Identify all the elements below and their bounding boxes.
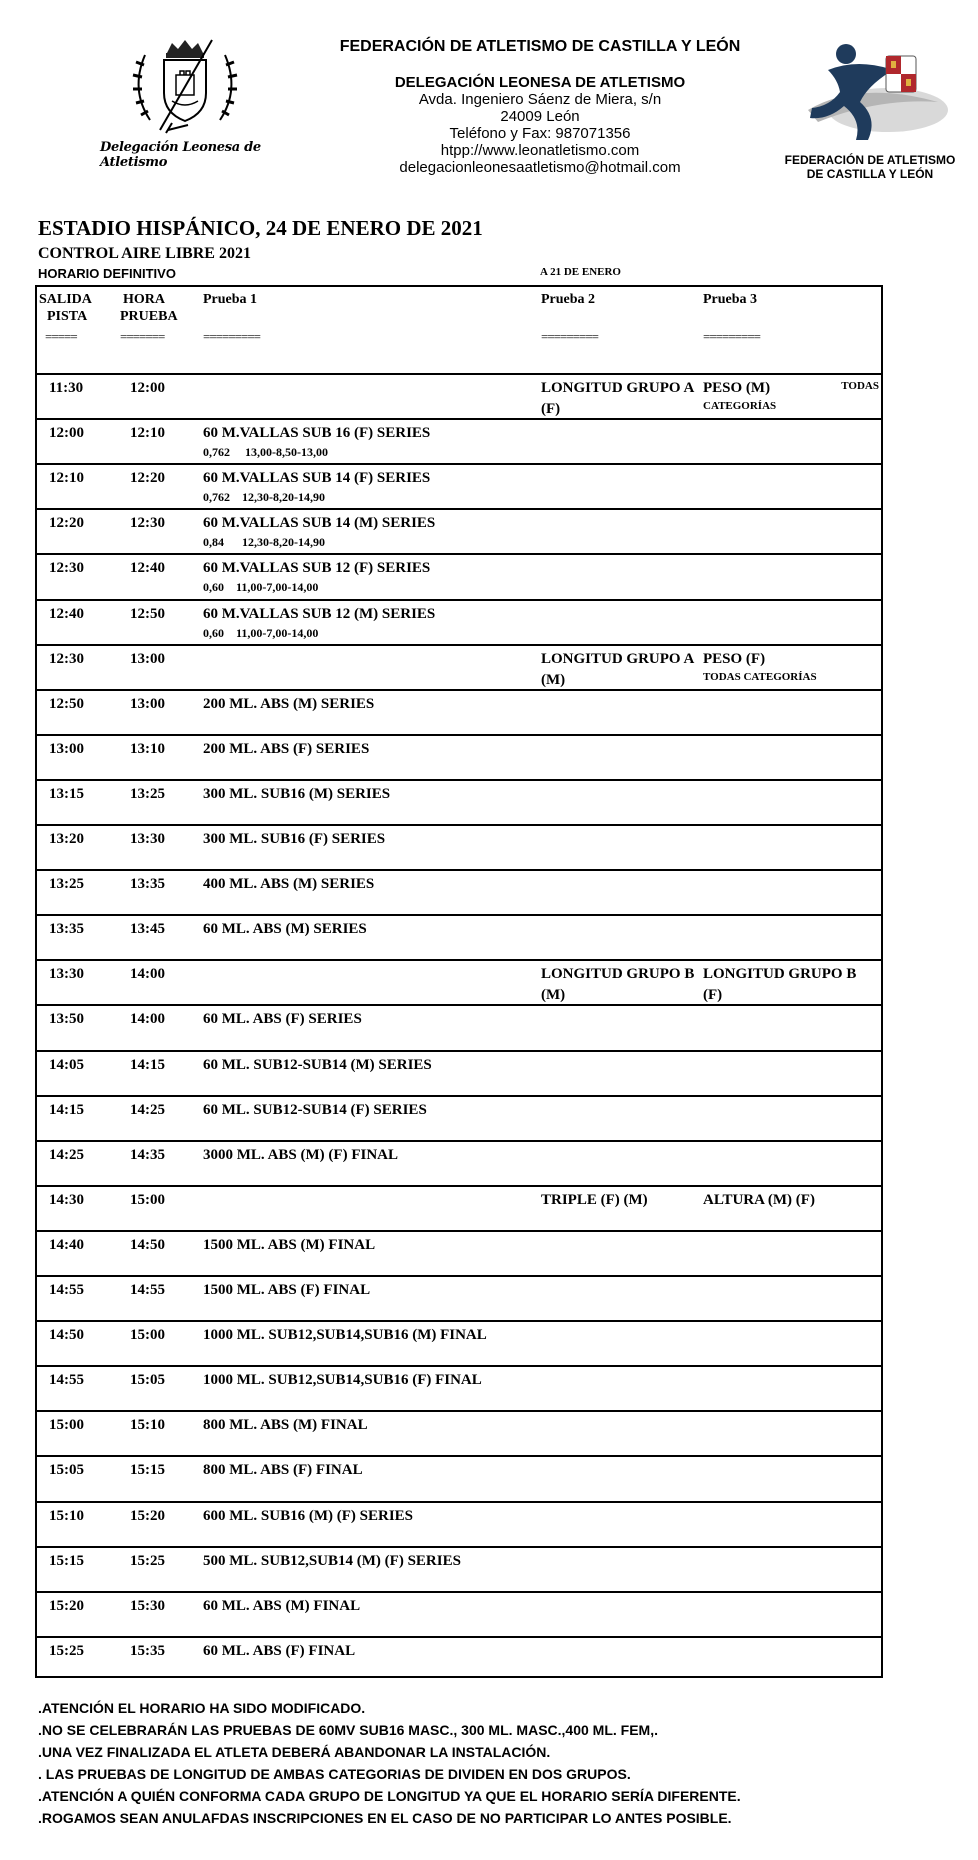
table-row [37,1050,881,1095]
col-header-salida-2: PISTA [47,309,88,324]
prueba1-name: 60 M.VALLAS SUB 12 (F) SERIES [203,560,431,577]
delegation-coat-of-arms-logo [120,35,250,135]
salida-time: 15:25 [49,1642,84,1659]
prueba3-cell [703,649,878,684]
col-header-hora-2: PRUEBA [120,309,178,324]
prueba1-cell [203,964,533,965]
salida-time: 14:05 [49,1056,84,1073]
table-row [37,1275,881,1320]
header-rule: ========= [541,329,598,344]
hora-time: 13:25 [130,785,165,802]
prueba1-name: 200 ML. ABS (F) SERIES [203,740,370,757]
note-line: . LAS PRUEBAS DE LONGITUD DE AMBAS CATEGORIAS DE DIVIDEN EN DOS GRUPOS. [38,1766,631,1782]
address-line: Avda. Ingeniero Sáenz de Miera, s/n [418,91,662,108]
prueba1-name: 300 ML. SUB16 (M) SERIES [203,785,391,802]
table-row [37,1004,881,1049]
prueba1-cell [203,513,533,549]
prueba1-name: 60 M.VALLAS SUB 12 (M) SERIES [203,605,436,622]
federation-logo-caption-line2: DE CASTILLA Y LEÓN [806,167,934,181]
prueba1-name: 1500 ML. ABS (F) FINAL [203,1282,371,1298]
federation-logo-caption-line1: FEDERACIÓN DE ATLETISMO [784,153,956,167]
prueba1-cell [203,1460,533,1482]
prueba3-name: PESO (F) [703,650,766,667]
prueba1-name: 1000 ML. SUB12,SUB14,SUB16 (F) FINAL [203,1372,482,1389]
hora-time: 15:35 [130,1642,165,1659]
table-row [37,1230,881,1275]
prueba1-name: 60 ML. ABS (F) FINAL [203,1642,356,1659]
table-row [37,1501,881,1546]
salida-time: 15:10 [49,1507,84,1524]
table-row [37,689,881,734]
salida-time: 13:25 [49,876,84,893]
prueba1-name: 3000 ML. ABS (M) (F) FINAL [203,1146,398,1163]
prueba1-name: 400 ML. ABS (M) SERIES [203,876,375,893]
prueba1-cell [203,423,533,459]
hora-time: 12:30 [130,515,165,532]
table-row [37,1410,881,1455]
salida-time: 15:15 [49,1552,84,1569]
table-row [37,418,881,463]
salida-time: 13:20 [49,831,84,847]
prueba1-cell [203,919,533,941]
prueba1-cell [203,1145,533,1167]
prueba1-detail: 0,762 13,00-8,50-13,00 [203,445,328,460]
salida-time: 12:30 [49,650,84,667]
salida-time: 13:35 [49,921,84,938]
prueba1-name: 60 ML. ABS (F) SERIES [203,1011,362,1028]
table-row [37,1185,881,1230]
prueba1-name: 60 M.VALLAS SUB 14 (M) SERIES [203,515,436,532]
hora-time: 12:20 [130,470,165,487]
prueba3-extra: TODAS [841,380,879,392]
prueba1-cell [203,1415,533,1437]
salida-time: 13:30 [49,966,84,983]
prueba1-cell [203,784,533,806]
prueba1-cell [203,1641,533,1663]
delegation-name: DELEGACIÓN LEONESA DE ATLETISMO [394,74,686,91]
table-row [37,734,881,779]
prueba1-cell [203,604,533,640]
hora-time: 13:00 [130,650,165,667]
salida-time: 13:50 [49,1011,84,1028]
notes-section [38,1697,741,1829]
hora-time: 15:30 [130,1597,165,1614]
table-row [37,508,881,553]
salida-time: 12:30 [49,560,84,577]
hora-time: 14:35 [130,1146,165,1163]
website-link[interactable]: htpp://www.leonatletismo.com [440,142,640,159]
prueba1-name: 200 ML. ABS (M) SERIES [203,695,375,712]
table-row [37,373,881,418]
hora-time: 13:30 [130,831,165,847]
hora-time: 15:15 [130,1462,165,1479]
hora-time: 15:25 [130,1552,165,1569]
table-row [37,869,881,914]
prueba1-name: 60 ML. ABS (M) FINAL [203,1597,361,1614]
prueba1-cell [203,1506,533,1528]
salida-time: 14:40 [49,1236,84,1253]
note-line: .ATENCIÓN A QUIÉN CONFORMA CADA GRUPO DE LONGITUD YA QUE EL HORARIO SERÍA DIFERENTE. [38,1788,741,1804]
prueba2-cell: LONGITUD GRUPO B (M) [541,966,695,1004]
prueba1-cell [203,1325,533,1347]
table-row [37,779,881,824]
prueba3-detail: TODAS CATEGORÍAS [703,670,817,683]
prueba3-detail: CATEGORÍAS [703,400,777,412]
prueba1-cell [203,1190,533,1191]
table-row [37,1546,881,1591]
salida-time: 12:20 [49,515,84,532]
hora-time: 13:45 [130,921,165,938]
hora-time: 12:10 [130,425,165,442]
salida-time: 14:50 [49,1327,84,1344]
delegation-logo-caption: Delegación Leonesa de Atletismo [100,140,261,170]
federation-runner-logo [798,40,948,145]
header-rule: ===== [45,329,77,344]
hora-time: 14:55 [130,1282,165,1298]
prueba1-name: 60 ML. SUB12-SUB14 (F) SERIES [203,1101,427,1118]
hora-time: 15:20 [130,1507,165,1524]
prueba1-name: 300 ML. SUB16 (F) SERIES [203,831,386,847]
schedule-label: HORARIO DEFINITIVO [38,266,176,281]
note-line: .ROGAMOS SEAN ANULAFDAS INSCRIPCIONES EN EL CASO DE NO PARTICIPAR LO ANTES POSIBLE. [38,1810,732,1826]
prueba1-cell [203,1235,533,1257]
prueba1-cell [203,694,533,716]
prueba1-name: 800 ML. ABS (M) FINAL [203,1417,368,1434]
prueba1-name: 60 M.VALLAS SUB 16 (F) SERIES [203,425,431,442]
col-header-prueba2: Prueba 2 [541,292,596,307]
prueba1-detail: 0,60 11,00-7,00-14,00 [203,580,319,595]
hora-time: 14:25 [130,1101,165,1118]
prueba1-cell [203,1100,533,1122]
prueba1-cell [203,378,533,379]
prueba1-cell [203,558,533,594]
salida-time: 15:00 [49,1417,84,1434]
email-link[interactable]: delegacionleonesaatletismo@hotmail.com [399,159,681,176]
table-row [37,599,881,644]
header-rule: ========= [203,329,260,344]
phone-line: Teléfono y Fax: 987071356 [449,125,631,142]
hora-time: 14:50 [130,1236,165,1253]
salida-time: 14:30 [49,1191,84,1208]
prueba1-cell [203,649,533,650]
table-row [37,824,881,869]
prueba1-cell [203,468,533,504]
city-line: 24009 León [500,108,580,125]
hora-time: 12:00 [130,380,165,396]
prueba1-cell [203,1055,533,1077]
salida-time: 15:20 [49,1597,84,1614]
col-header-prueba1: Prueba 1 [203,292,258,307]
event-title: ESTADIO HISPÁNICO, 24 DE ENERO DE 2021 [38,216,483,240]
hora-time: 12:50 [130,605,165,622]
salida-time: 15:05 [49,1462,84,1479]
salida-time: 13:00 [49,740,84,757]
hora-time: 13:10 [130,740,165,757]
salida-time: 14:55 [49,1282,84,1298]
prueba3-name: LONGITUD GRUPO B (F) [703,966,857,1004]
table-header [37,287,881,373]
table-row [37,1636,881,1681]
table-row [37,553,881,598]
salida-time: 12:00 [49,425,84,442]
hora-time: 13:35 [130,876,165,893]
prueba1-cell [203,1370,533,1392]
hora-time: 14:15 [130,1056,165,1073]
prueba1-cell [203,739,533,761]
salida-time: 12:40 [49,605,84,622]
prueba1-cell [203,1009,533,1031]
prueba1-cell [203,1551,533,1573]
schedule-table [35,285,883,1678]
col-header-prueba3: Prueba 3 [703,292,758,307]
prueba1-name: 600 ML. SUB16 (M) (F) SERIES [203,1507,414,1524]
hora-time: 15:00 [130,1327,165,1344]
table-row [37,1455,881,1500]
table-row [37,1140,881,1185]
update-date: A 21 DE ENERO [540,266,621,278]
prueba3-name: PESO (M) [703,380,771,396]
hora-time: 12:40 [130,560,165,577]
note-line: .ATENCIÓN EL HORARIO HA SIDO MODIFICADO. [38,1700,366,1716]
prueba1-cell [203,829,533,851]
federation-logo-caption [765,153,975,181]
salida-time: 12:10 [49,470,84,487]
hora-time: 15:05 [130,1372,165,1389]
table-row [37,959,881,1004]
prueba2-cell: LONGITUD GRUPO A (F) [541,380,694,417]
salida-time: 14:15 [49,1101,84,1118]
federation-name: FEDERACIÓN DE ATLETISMO DE CASTILLA Y LEÓN [339,38,741,55]
prueba1-name: 60 ML. ABS (M) SERIES [203,921,367,938]
prueba1-name: 500 ML. SUB12,SUB14 (M) (F) SERIES [203,1552,461,1569]
prueba1-cell [203,1280,533,1302]
prueba1-name: 800 ML. ABS (F) FINAL [203,1462,363,1479]
prueba1-detail: 0,84 12,30-8,20-14,90 [203,535,325,550]
hora-time: 13:00 [130,695,165,712]
header-rule: ========= [703,329,760,344]
table-row [37,1320,881,1365]
prueba3-cell [703,964,878,1006]
hora-time: 14:00 [130,1011,165,1028]
note-line: .NO SE CELEBRARÁN LAS PRUEBAS DE 60MV SUB16 MASC., 300 ML. MASC.,400 ML. FEM,. [38,1722,658,1738]
table-row [37,914,881,959]
col-header-hora: HORA [123,292,165,307]
organization-header [320,38,760,176]
prueba2-cell: LONGITUD GRUPO A (M) [541,650,694,688]
salida-time: 14:55 [49,1372,84,1389]
salida-time: 11:30 [49,380,84,396]
table-row [37,1095,881,1140]
salida-time: 14:25 [49,1146,84,1163]
prueba1-cell [203,874,533,896]
prueba1-name: 1000 ML. SUB12,SUB14,SUB16 (M) FINAL [203,1327,487,1344]
salida-time: 12:50 [49,695,84,712]
table-row [37,1365,881,1410]
salida-time: 13:15 [49,785,84,802]
hora-time: 14:00 [130,966,165,983]
table-row [37,463,881,508]
event-subtitle: CONTROL AIRE LIBRE 2021 [38,245,251,262]
header-rule: ======= [120,329,165,344]
table-row [37,1591,881,1636]
prueba1-name: 60 ML. SUB12-SUB14 (M) SERIES [203,1056,432,1073]
note-line: .UNA VEZ FINALIZADA EL ATLETA DEBERÁ ABANDONAR LA INSTALACIÓN. [38,1744,551,1760]
prueba1-name: 1500 ML. ABS (M) FINAL [203,1236,376,1253]
hora-time: 15:00 [130,1191,165,1208]
prueba3-name: ALTURA (M) (F) [703,1191,815,1208]
prueba2-cell: TRIPLE (F) (M) [541,1191,648,1208]
table-row [37,644,881,689]
prueba1-detail: 0,762 12,30-8,20-14,90 [203,490,325,505]
prueba1-cell [203,1596,533,1618]
prueba1-name: 60 M.VALLAS SUB 14 (F) SERIES [203,470,431,487]
prueba1-detail: 0,60 11,00-7,00-14,00 [203,625,319,640]
col-header-salida: SALIDA [39,292,92,307]
hora-time: 15:10 [130,1417,165,1434]
prueba3-cell [703,1190,878,1211]
